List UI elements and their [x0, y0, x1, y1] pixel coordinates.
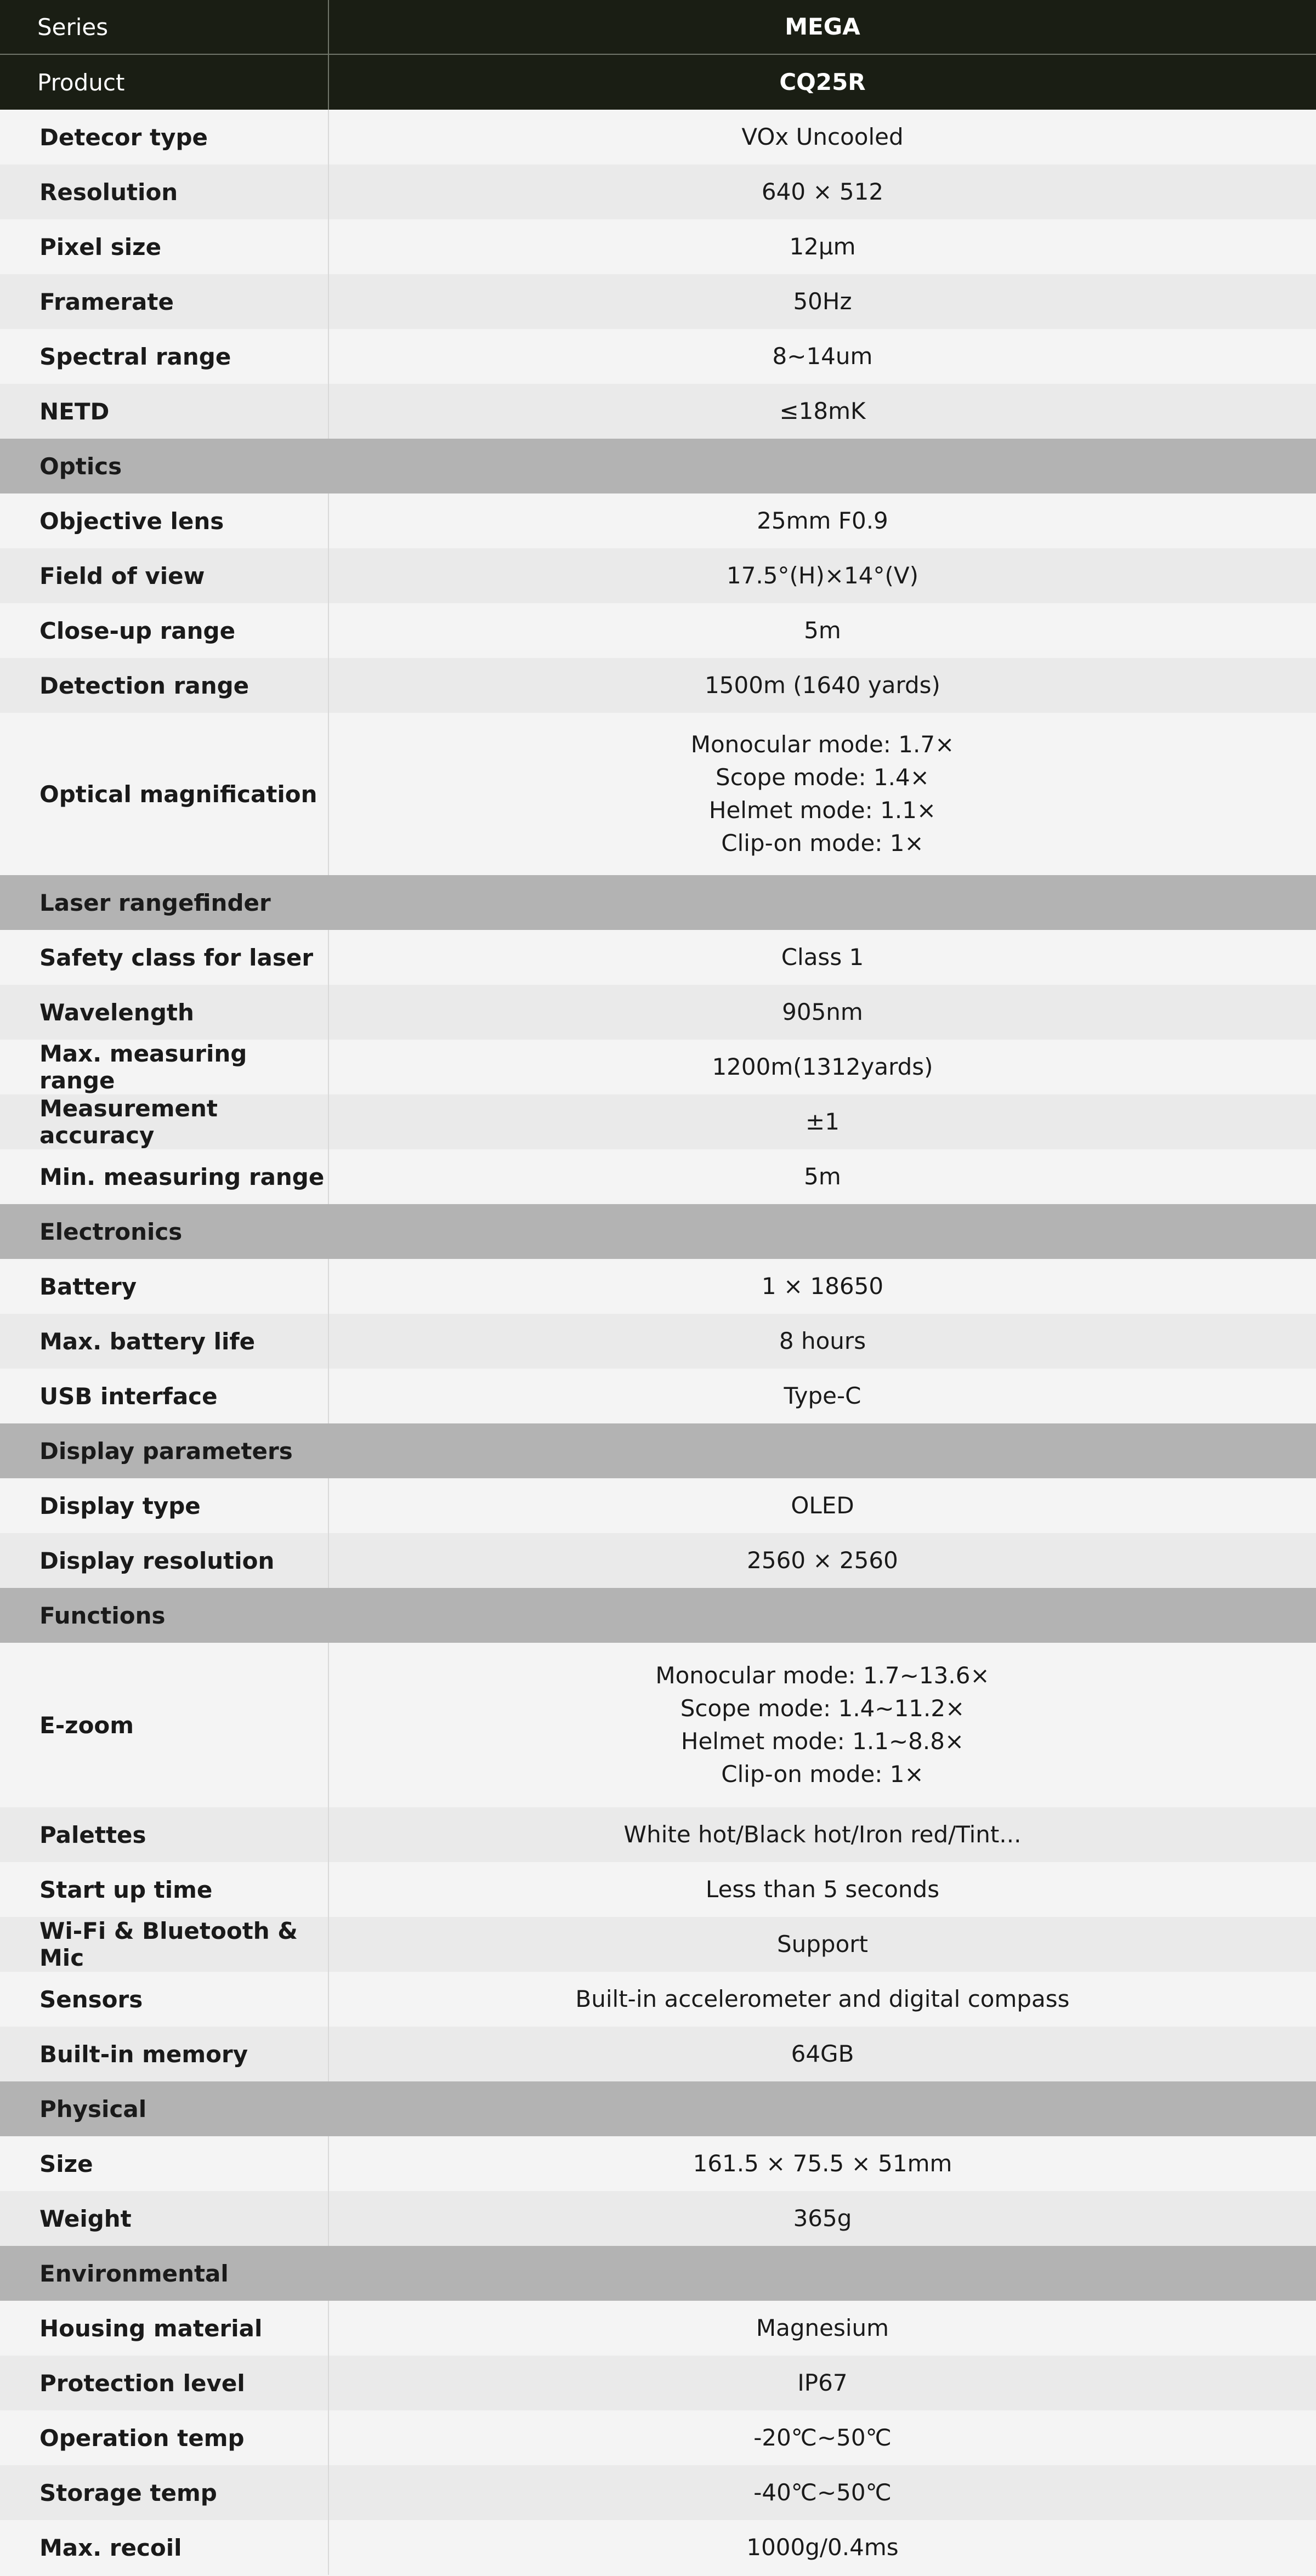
spec-row-min-measuring-range [0, 1149, 1316, 1204]
series-label: Series [0, 0, 329, 54]
spec-value: 1000g/0.4ms [746, 2534, 899, 2561]
spec-row-close-up-range [0, 603, 1316, 658]
spec-row-palettes [0, 1807, 1316, 1862]
spec-row-framerate [0, 274, 1316, 329]
spec-label: Resolution [0, 164, 329, 219]
value-line: Monocular mode: 1.7× [690, 731, 955, 758]
spec-row-e-zoom [0, 1643, 1316, 1807]
spec-label: E-zoom [0, 1643, 329, 1807]
spec-value: 8 hours [779, 1327, 866, 1354]
spec-label: Pixel size [0, 219, 329, 274]
value-line: Helmet mode: 1.1~8.8× [680, 1728, 965, 1755]
value-line: Clip-on mode: 1× [721, 830, 924, 856]
value-line: Monocular mode: 1.7~13.6× [655, 1662, 990, 1689]
spec-row-detection-range [0, 658, 1316, 713]
spec-value: 161.5 × 75.5 × 51mm [693, 2150, 952, 2177]
spec-value: 17.5°(H)×14°(V) [726, 562, 918, 589]
spec-value: VOx Uncooled [741, 123, 904, 150]
spec-value: 365g [793, 2205, 852, 2232]
spec-value: Magnesium [756, 2314, 889, 2341]
spec-value: 50Hz [793, 288, 852, 315]
spec-row-housing-material [0, 2301, 1316, 2356]
spec-value: -20℃~50℃ [753, 2424, 892, 2451]
spec-value: Class 1 [781, 944, 864, 971]
spec-row-start-up-time [0, 1862, 1316, 1917]
spec-row-battery-life [0, 1314, 1316, 1369]
spec-value-multiline [329, 1643, 1316, 1807]
spec-label: Operation temp [0, 2410, 329, 2465]
spec-label: Display resolution [0, 1533, 329, 1588]
spec-row-resolution [0, 164, 1316, 219]
spec-row-usb-interface [0, 1369, 1316, 1423]
spec-label: Wi-Fi & Bluetooth & Mic [0, 1917, 329, 1972]
spec-row-storage-temp [0, 2465, 1316, 2520]
spec-value: 5m [804, 1163, 841, 1190]
spec-label: Max. measuring range [0, 1040, 329, 1094]
spec-row-battery [0, 1259, 1316, 1314]
spec-label: Min. measuring range [0, 1149, 329, 1204]
spec-value: Type-C [784, 1382, 861, 1409]
spec-value: 1200m(1312yards) [712, 1053, 933, 1080]
series-value: MEGA [785, 13, 860, 40]
spec-value-multiline [329, 713, 1316, 875]
spec-label: NETD [0, 384, 329, 439]
spec-row-pixel-size [0, 219, 1316, 274]
spec-label: Palettes [0, 1807, 329, 1862]
section-electronics: Electronics [0, 1204, 1316, 1259]
spec-label: Size [0, 2136, 329, 2191]
spec-label: Sensors [0, 1972, 329, 2027]
spec-label: Start up time [0, 1862, 329, 1917]
spec-label: Battery [0, 1259, 329, 1314]
spec-row-size [0, 2136, 1316, 2191]
spec-value: White hot/Black hot/Iron red/Tint... [623, 1821, 1022, 1848]
spec-value: Less than 5 seconds [705, 1876, 940, 1903]
spec-label: Detection range [0, 658, 329, 713]
spec-row-netd [0, 384, 1316, 439]
spec-value: IP67 [797, 2369, 848, 2396]
spec-row-objective-lens [0, 493, 1316, 548]
spec-label: Field of view [0, 548, 329, 603]
spec-label: Detecor type [0, 110, 329, 164]
spec-value: 905nm [782, 998, 863, 1025]
spec-row-safety-class [0, 930, 1316, 985]
spec-row-measurement-accuracy [0, 1094, 1316, 1149]
spec-row-field-of-view [0, 548, 1316, 603]
spec-value: 640 × 512 [761, 178, 884, 205]
spec-row-sensors [0, 1972, 1316, 2027]
spec-label: Built-in memory [0, 2027, 329, 2081]
spec-label: Wavelength [0, 985, 329, 1040]
spec-label: Weight [0, 2191, 329, 2246]
section-optics: Optics [0, 439, 1316, 493]
spec-value: OLED [791, 1492, 854, 1519]
spec-label: Optical magnification [0, 713, 329, 875]
section-display-parameters: Display parameters [0, 1423, 1316, 1478]
spec-value: 1500m (1640 yards) [705, 672, 940, 699]
spec-value: ±1 [806, 1108, 839, 1135]
section-environmental: Environmental [0, 2246, 1316, 2301]
spec-value: -40℃~50℃ [753, 2479, 892, 2506]
spec-row-weight [0, 2191, 1316, 2246]
spec-label: Measurement accuracy [0, 1094, 329, 1149]
spec-value: 2560 × 2560 [747, 1547, 898, 1574]
spec-row-protection-level [0, 2356, 1316, 2410]
spec-row-display-resolution [0, 1533, 1316, 1588]
spec-label: Max. battery life [0, 1314, 329, 1369]
spec-row-wavelength [0, 985, 1316, 1040]
spec-label: Max. recoil [0, 2520, 329, 2575]
header-row-product [0, 55, 1316, 110]
spec-value: Built-in accelerometer and digital compass [575, 1985, 1070, 2012]
spec-row-max-recoil [0, 2520, 1316, 2575]
spec-value: 1 × 18650 [761, 1273, 884, 1300]
spec-label: Framerate [0, 274, 329, 329]
section-physical: Physical [0, 2081, 1316, 2136]
spec-value: 12μm [789, 233, 856, 260]
section-functions: Functions [0, 1588, 1316, 1643]
value-line: Scope mode: 1.4~11.2× [680, 1695, 965, 1722]
spec-value: 64GB [791, 2040, 854, 2067]
spec-label: USB interface [0, 1369, 329, 1423]
spec-row-display-type [0, 1478, 1316, 1533]
value-line: Helmet mode: 1.1× [708, 797, 937, 824]
spec-label: Display type [0, 1478, 329, 1533]
spec-row-built-in-memory [0, 2027, 1316, 2081]
spec-label: Objective lens [0, 493, 329, 548]
spec-row-max-measuring-range [0, 1040, 1316, 1094]
header-row-series [0, 0, 1316, 55]
spec-value: 8~14um [772, 343, 873, 370]
section-laser-rangefinder: Laser rangefinder [0, 875, 1316, 930]
spec-row-detector-type [0, 110, 1316, 164]
spec-label: Safety class for laser [0, 930, 329, 985]
spec-label: Close-up range [0, 603, 329, 658]
spec-value: ≤18mK [779, 398, 866, 424]
spec-row-spectral-range [0, 329, 1316, 384]
spec-label: Housing material [0, 2301, 329, 2356]
product-label: Product [0, 55, 329, 110]
spec-value: Support [776, 1931, 869, 1957]
spec-value: 5m [804, 617, 841, 644]
value-line: Clip-on mode: 1× [721, 1761, 924, 1788]
spec-label: Spectral range [0, 329, 329, 384]
value-line: Scope mode: 1.4× [716, 764, 929, 791]
spec-value: 25mm F0.9 [757, 507, 888, 534]
spec-row-operation-temp [0, 2410, 1316, 2465]
spec-row-wifi-bluetooth-mic [0, 1917, 1316, 1972]
spec-label: Storage temp [0, 2465, 329, 2520]
spec-label: Protection level [0, 2356, 329, 2410]
spec-row-optical-magnification [0, 713, 1316, 875]
product-value: CQ25R [779, 69, 866, 95]
